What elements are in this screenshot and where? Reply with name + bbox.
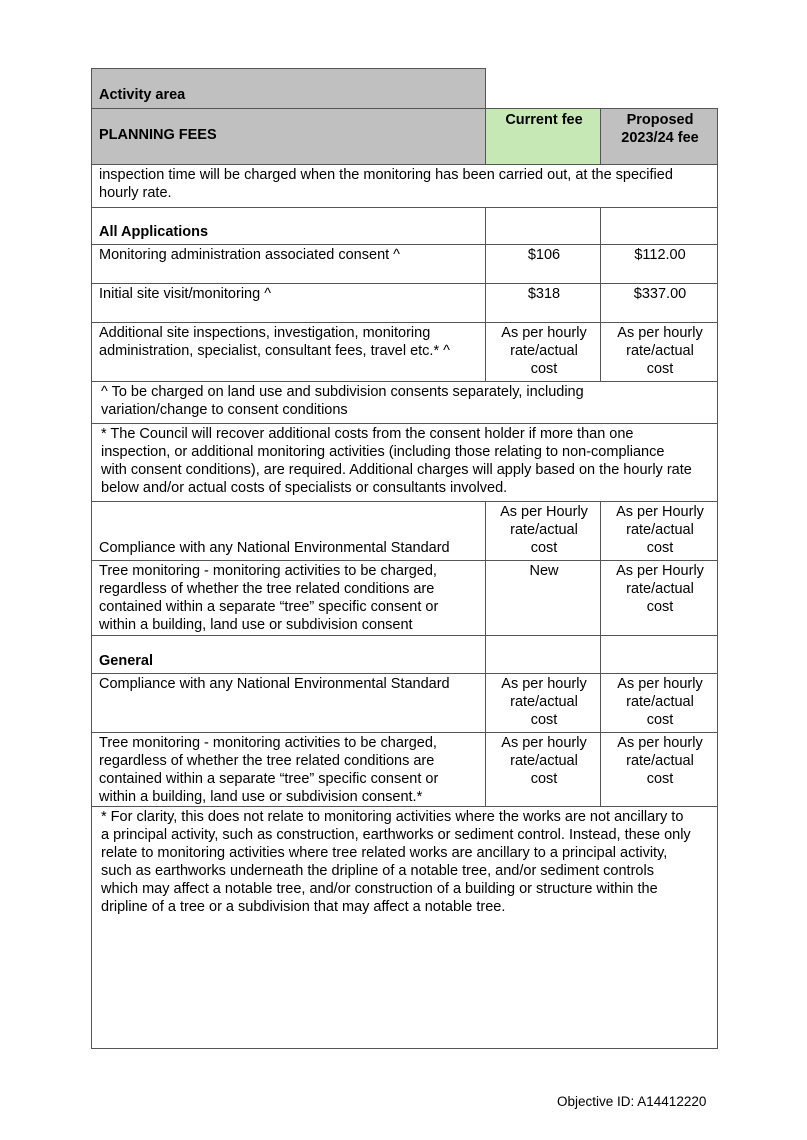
activity-area-label: Activity area (99, 87, 186, 103)
activity-area-header-cell (91, 68, 486, 109)
proposed-fee-value: As per Hourly (616, 563, 704, 579)
table-row-current (485, 283, 601, 323)
clarity-note-line: a principal activity, such as construction, earthworks or sediment control. Instead, these only (101, 827, 691, 843)
proposed-fee-value: rate/actual (626, 753, 694, 769)
activity-text: regardless of whether the tree related conditions are (99, 581, 435, 597)
activity-text: Tree monitoring - monitoring activities to be charged, (99, 735, 437, 751)
activity-text: contained within a separate “tree” specific consent or (99, 771, 439, 787)
current-fee-value: cost (530, 540, 558, 556)
clarity-note-line: * For clarity, this does not relate to monitoring activities where the works are not ancillary to (101, 809, 684, 825)
proposed-fee-label-line1: Proposed (626, 112, 694, 128)
current-fee-value: rate/actual (510, 522, 578, 538)
objective-id: Objective ID: A14412220 (557, 1094, 707, 1109)
current-fee-value: rate/actual (510, 343, 578, 359)
star-note-row (91, 423, 718, 502)
proposed-fee-value: $112.00 (634, 247, 686, 263)
activity-text: within a building, land use or subdivision consent (99, 617, 413, 633)
general-heading: General (99, 653, 153, 669)
proposed-fee-value: cost (646, 712, 674, 728)
current-fee-value: As per hourly (501, 325, 587, 341)
activity-text: contained within a separate “tree” specific consent or (99, 599, 439, 615)
table-row-activity (91, 732, 486, 807)
caret-note-line: ^ To be charged on land use and subdivision consents separately, including (101, 384, 584, 400)
table-row-current (485, 732, 601, 807)
proposed-fee-value: As per hourly (617, 325, 703, 341)
activity-text: Initial site visit/monitoring ^ (99, 286, 272, 302)
table-row-current (485, 673, 601, 733)
table-row-current (485, 560, 601, 636)
activity-text: administration, specialist, consultant fees, travel etc.* ^ (99, 343, 450, 359)
proposed-fee-value: rate/actual (626, 522, 694, 538)
star-note-line: below and/or actual costs of specialists or consultants involved. (101, 480, 508, 496)
activity-text: Compliance with any National Environmental Standard (99, 676, 450, 692)
current-fee-value: As per hourly (501, 735, 587, 751)
intro-note-line: hourly rate. (99, 185, 172, 201)
activity-text: Tree monitoring - monitoring activities to be charged, (99, 563, 437, 579)
current-fee-header-cell (485, 108, 601, 165)
proposed-fee-header-cell (600, 108, 718, 165)
table-row-proposed (600, 283, 718, 323)
all-applications-heading: All Applications (99, 224, 209, 240)
current-fee-value: $318 (527, 286, 561, 302)
table-row-activity (91, 560, 486, 636)
empty-cell (600, 635, 718, 674)
table-row-proposed (600, 673, 718, 733)
proposed-fee-value: As per hourly (617, 676, 703, 692)
star-note-line: * The Council will recover additional costs from the consent holder if more than one (101, 426, 634, 442)
clarity-note-line: dripline of a tree or a subdivision that may affect a notable tree. (101, 899, 506, 915)
all-applications-heading-cell (91, 207, 486, 245)
clarity-note-line: such as earthworks underneath the dripline of a notable tree, and/or sediment controls (101, 863, 654, 879)
empty-cell (600, 207, 718, 245)
current-fee-value: As per Hourly (500, 504, 588, 520)
planning-fees-header-cell (91, 108, 486, 165)
proposed-fee-label-line2: 2023/24 fee (621, 130, 699, 146)
activity-text: regardless of whether the tree related conditions are (99, 753, 435, 769)
proposed-fee-value: cost (646, 361, 674, 377)
table-row-current (485, 501, 601, 561)
clarity-note-line: relate to monitoring activities where tree related works are ancillary to a principal activity, (101, 845, 668, 861)
activity-text: Monitoring administration associated consent ^ (99, 247, 400, 263)
clarity-note-row (91, 806, 718, 1049)
table-row-current (485, 322, 601, 382)
current-fee-value: As per hourly (501, 676, 587, 692)
intro-note-row (91, 164, 718, 208)
current-fee-value: rate/actual (510, 694, 578, 710)
current-fee-value: $106 (527, 247, 561, 263)
current-fee-value: rate/actual (510, 753, 578, 769)
table-row-activity (91, 673, 486, 733)
empty-cell (485, 635, 601, 674)
proposed-fee-value: cost (646, 771, 674, 787)
activity-text: Compliance with any National Environmental Standard (99, 540, 450, 556)
proposed-fee-value: cost (646, 540, 674, 556)
current-fee-value: cost (530, 712, 558, 728)
intro-note-line: inspection time will be charged when the monitoring has been carried out, at the specified (99, 167, 673, 183)
caret-note-row (91, 381, 718, 424)
activity-text: Additional site inspections, investigation, monitoring (99, 325, 431, 341)
planning-fees-label: PLANNING FEES (99, 127, 217, 143)
proposed-fee-value: rate/actual (626, 694, 694, 710)
current-fee-value: New (529, 563, 559, 579)
table-row-proposed (600, 560, 718, 636)
proposed-fee-value: As per hourly (617, 735, 703, 751)
table-row-activity (91, 322, 486, 382)
star-note-line: with consent conditions), are required. Additional charges will apply based on the hourly rate (101, 462, 692, 478)
activity-text: within a building, land use or subdivision consent.* (99, 789, 423, 805)
empty-cell (485, 207, 601, 245)
proposed-fee-value: $337.00 (633, 286, 687, 302)
table-row-proposed (600, 732, 718, 807)
proposed-fee-value: cost (646, 599, 674, 615)
clarity-note-line: which may affect a notable tree, and/or construction of a building or structure within the (101, 881, 658, 897)
proposed-fee-value: rate/actual (626, 581, 694, 597)
table-row-activity (91, 244, 486, 284)
table-row-proposed (600, 501, 718, 561)
general-heading-cell (91, 635, 486, 674)
star-note-line: inspection, or additional monitoring activities (including those relating to non-compliance (101, 444, 665, 460)
table-row-activity (91, 283, 486, 323)
caret-note-line: variation/change to consent conditions (101, 402, 348, 418)
proposed-fee-value: rate/actual (626, 343, 694, 359)
table-row-current (485, 244, 601, 284)
current-fee-value: cost (530, 361, 558, 377)
table-row-proposed (600, 322, 718, 382)
proposed-fee-value: As per Hourly (616, 504, 704, 520)
current-fee-label: Current fee (505, 112, 583, 128)
table-row-activity (91, 501, 486, 561)
current-fee-value: cost (530, 771, 558, 787)
table-row-proposed (600, 244, 718, 284)
